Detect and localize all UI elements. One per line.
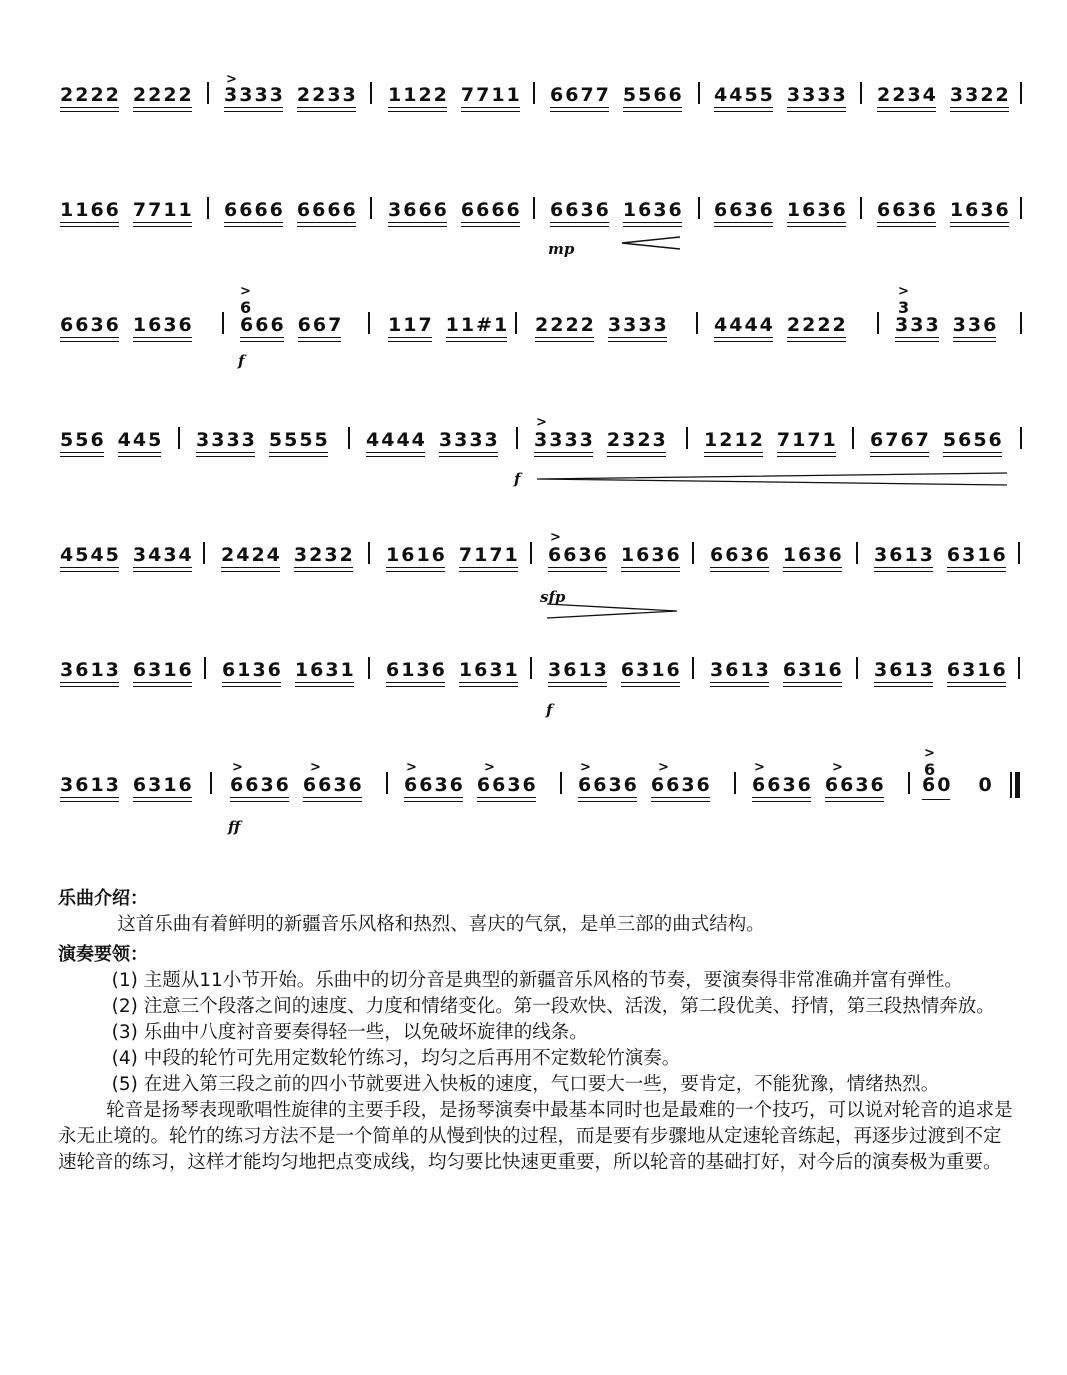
measure [714,185,860,309]
bar-line [1020,427,1022,449]
accent-mark: > [658,760,669,775]
note-group: 4545 [60,544,121,574]
measure [578,760,724,884]
bar-line [1020,82,1022,104]
dynamic-f: f [546,701,553,719]
note-group: 7171 [459,544,520,574]
tip-item-2: (2) 注意三个段落之间的速度、力度和情绪变化。第一段欢快、活泼，第二段优美、抒情，第三段热情奔放。 [111,996,995,1017]
bar-line [370,82,372,104]
note-group: 666 [240,314,286,344]
tip-item-4: (4) 中段的轮竹可先用定数轮竹练习，均匀之后再用不定数轮竹演奏。 [111,1048,681,1069]
note-group: 6636 [548,544,609,574]
measure [752,760,898,884]
bar-line [1020,312,1022,334]
note-group: 1631 [295,659,356,689]
measure [222,645,368,769]
note-group: 2222 [133,84,194,114]
accent-mark: > [536,415,547,430]
note-group: 6636 [825,774,886,804]
measure [714,70,860,194]
note-group: 3333 [608,314,669,344]
note-group: 4444 [714,314,775,344]
accent-mark: > [232,760,243,775]
note-group: 6636 [550,199,611,229]
measure [60,300,206,424]
note-group: 3613 [60,774,121,804]
measure [60,760,206,884]
measure [388,300,521,424]
bar-line [515,312,517,334]
bar-line [222,312,224,334]
measure [60,530,206,654]
note-group: 6636 [714,199,775,229]
note-group: 6666 [297,199,358,229]
note-group: 445 [118,429,164,459]
measure [386,530,532,654]
bar-line [207,82,209,104]
note-group: 1636 [623,199,684,229]
closing-paragraph: 轮音是扬琴表现歌唱性旋律的主要手段，是扬琴演奏中最基本同时也是最难的一个技巧，可以说对轮音的追求是永无止境的。轮竹的练习方法不是一个简单的从慢到快的过程，而是要有步骤地从定速轮音练起，再逐步过渡到不定速轮音的练习，这样才能均匀地把点变成线，均匀要比快速更重要，所以轮音的基础打好，对今后的演奏极为重要。 [58,1100,1013,1173]
note-group: 556 [60,429,106,459]
note-group: 2233 [297,84,358,114]
note-group: 3613 [874,659,935,689]
bar-line [852,427,854,449]
note-group: 2222 [535,314,596,344]
note-group: 6677 [550,84,611,114]
measure [874,530,1020,654]
decrescendo-hairpin [545,602,680,620]
bar-line [533,82,535,104]
note-group: 6316 [133,774,194,804]
note-group: 3613 [710,659,771,689]
bar-line [877,312,879,334]
bar-line [698,82,700,104]
grace-note: 6 [924,760,936,779]
bar-line [908,772,910,794]
note-group: 6636 [752,774,813,804]
bar-line [207,197,209,219]
dynamic-mp: mp [548,240,575,258]
measure [548,530,694,654]
measure [196,415,342,539]
measure [230,760,376,884]
bar-line [530,657,532,679]
measure [240,300,355,424]
dynamic-sfp: sfp [540,588,566,606]
note-group: 6636 [877,199,938,229]
accent-mark: > [754,760,765,775]
note-group: 6636 [60,314,121,344]
note-group: 1631 [459,659,520,689]
bar-line [1018,542,1020,564]
accent-mark: > [924,746,935,761]
accent-mark: > [550,530,561,545]
bar-line [210,772,212,794]
note-group: 3613 [874,544,935,574]
measure [922,760,1006,884]
note-group: 3232 [294,544,355,574]
note-group: 1212 [704,429,765,459]
accent-mark: > [310,760,321,775]
final-bar-line-thin [1010,772,1012,798]
note-group: 3434 [133,544,194,574]
bar-line [368,312,370,334]
note-group: 6636 [230,774,291,804]
measure [877,70,1023,194]
note-group: 6316 [947,659,1008,689]
note-group: 11#1 [446,314,510,344]
measure [710,645,856,769]
tip-item-1: (1) 主题从11小节开始。乐曲中的切分音是典型的新疆音乐风格的节奏，要演奏得非常准确并富有弹性。 [111,970,963,991]
measure [895,300,1010,424]
bar-line [856,542,858,564]
bar-line [370,197,372,219]
bar-line [368,542,370,564]
bar-line [696,312,698,334]
note-group: 6136 [222,659,283,689]
note-group: 6636 [651,774,712,804]
bar-line [386,772,388,794]
note-group: 6136 [386,659,447,689]
note-group: 5555 [269,429,330,459]
note-group: 1616 [386,544,447,574]
grace-note: 6 [240,298,252,317]
measure [550,70,696,194]
note-group: 7711 [461,84,522,114]
note-group: 2222 [787,314,848,344]
note-group: 1636 [787,199,848,229]
accent-mark: > [898,284,909,299]
note-group: 7171 [777,429,838,459]
bar-line [178,427,180,449]
score-row-7 [0,746,1067,870]
note-group: 333 [895,314,941,344]
score-row-1 [0,70,1067,180]
bar-line [368,657,370,679]
measure [224,70,370,194]
intro-body: 这首乐曲有着鲜明的新疆音乐风格和热烈、喜庆的气氛，是单三部的曲式结构。 [117,914,765,935]
note-group: 6316 [947,544,1008,574]
accent-mark: > [484,760,495,775]
measure [388,70,534,194]
note-group: 6316 [783,659,844,689]
note-group: 6636 [578,774,639,804]
description-section [58,886,1018,1176]
note-group: 3333 [439,429,500,459]
measure [60,645,206,769]
score-row-6 [0,645,1067,755]
measure [404,760,550,884]
accent-mark: > [226,72,237,87]
note-group: 667 [298,314,344,344]
measure [221,530,367,654]
note-group: 6666 [224,199,285,229]
measure [710,530,856,654]
note-group: 3613 [548,659,609,689]
note-group: 1636 [621,544,682,574]
bar-line [560,772,562,794]
measure [386,645,532,769]
note-group: 3666 [388,199,449,229]
note-group: 1122 [388,84,449,114]
rest: 0 [978,774,994,796]
tip-item-5: (5) 在进入第三段之前的四小节就要进入快板的速度，气口要大一些，要肯定，不能犹豫，情绪热烈。 [111,1074,940,1095]
note-group: 5566 [623,84,684,114]
note-group: 3333 [196,429,257,459]
measure [548,645,694,769]
note-group: 6636 [303,774,364,804]
note-group: 6316 [133,659,194,689]
measure [388,185,534,309]
note-group: 3333 [534,429,595,459]
note-group: 7711 [133,199,194,229]
measure [366,415,512,539]
crescendo-hairpin [620,235,682,251]
accent-mark: > [406,760,417,775]
grace-note: 3 [898,298,910,317]
note-group: 3333 [224,84,285,114]
score-row-2 [0,185,1067,295]
note-group: 1636 [950,199,1011,229]
note-group: 6636 [404,774,465,804]
bar-line [698,197,700,219]
note-group: 2424 [221,544,282,574]
bar-line [204,657,206,679]
intro-heading: 乐曲介绍： [58,888,148,909]
note-group: 60 [922,774,952,804]
bar-line [1018,657,1020,679]
bar-line [692,542,694,564]
bar-line [692,657,694,679]
measure [714,300,860,424]
note-group: 6636 [710,544,771,574]
note-group: 2234 [877,84,938,114]
measure [870,415,1016,539]
note-group: 6316 [621,659,682,689]
bar-line [530,542,532,564]
bar-line [686,427,688,449]
bar-line [533,197,535,219]
bar-line [856,657,858,679]
score-row-4 [0,415,1067,525]
bar-line [734,772,736,794]
note-group: 4455 [714,84,775,114]
bar-line [516,427,518,449]
final-bar-line-thick [1015,772,1020,798]
note-group: 6767 [870,429,931,459]
accent-mark: > [832,760,843,775]
note-group: 1166 [60,199,121,229]
dynamic-f: f [514,470,521,488]
score-row-3 [0,284,1067,410]
note-group: 6636 [477,774,538,804]
accent-mark: > [240,284,251,299]
dynamic-f: f [238,352,245,370]
note-group: 1636 [133,314,194,344]
note-group: 3613 [60,659,121,689]
measure [874,645,1020,769]
tip-item-3: (3) 乐曲中八度衬音要奏得轻一些，以免破坏旋律的线条。 [111,1022,588,1043]
accent-mark: > [580,760,591,775]
note-group: 2323 [607,429,668,459]
bar-line [203,542,205,564]
score-row-5 [0,530,1067,640]
note-group: 3333 [787,84,848,114]
note-group: 2222 [60,84,121,114]
bar-line [860,82,862,104]
bar-line [348,427,350,449]
dynamic-ff: ff [228,818,241,836]
measure [60,415,175,539]
note-group: 117 [388,314,434,344]
measure [60,185,206,309]
note-group: 5656 [943,429,1004,459]
tips-heading: 演奏要领： [58,944,148,965]
bar-line [860,197,862,219]
note-group: 336 [953,314,999,344]
measure [60,70,206,194]
note-group: 6666 [461,199,522,229]
measure [704,415,850,539]
note-group: 3322 [950,84,1011,114]
measure [535,300,681,424]
bar-line [1020,197,1022,219]
note-group: 4444 [366,429,427,459]
note-group: 1636 [783,544,844,574]
